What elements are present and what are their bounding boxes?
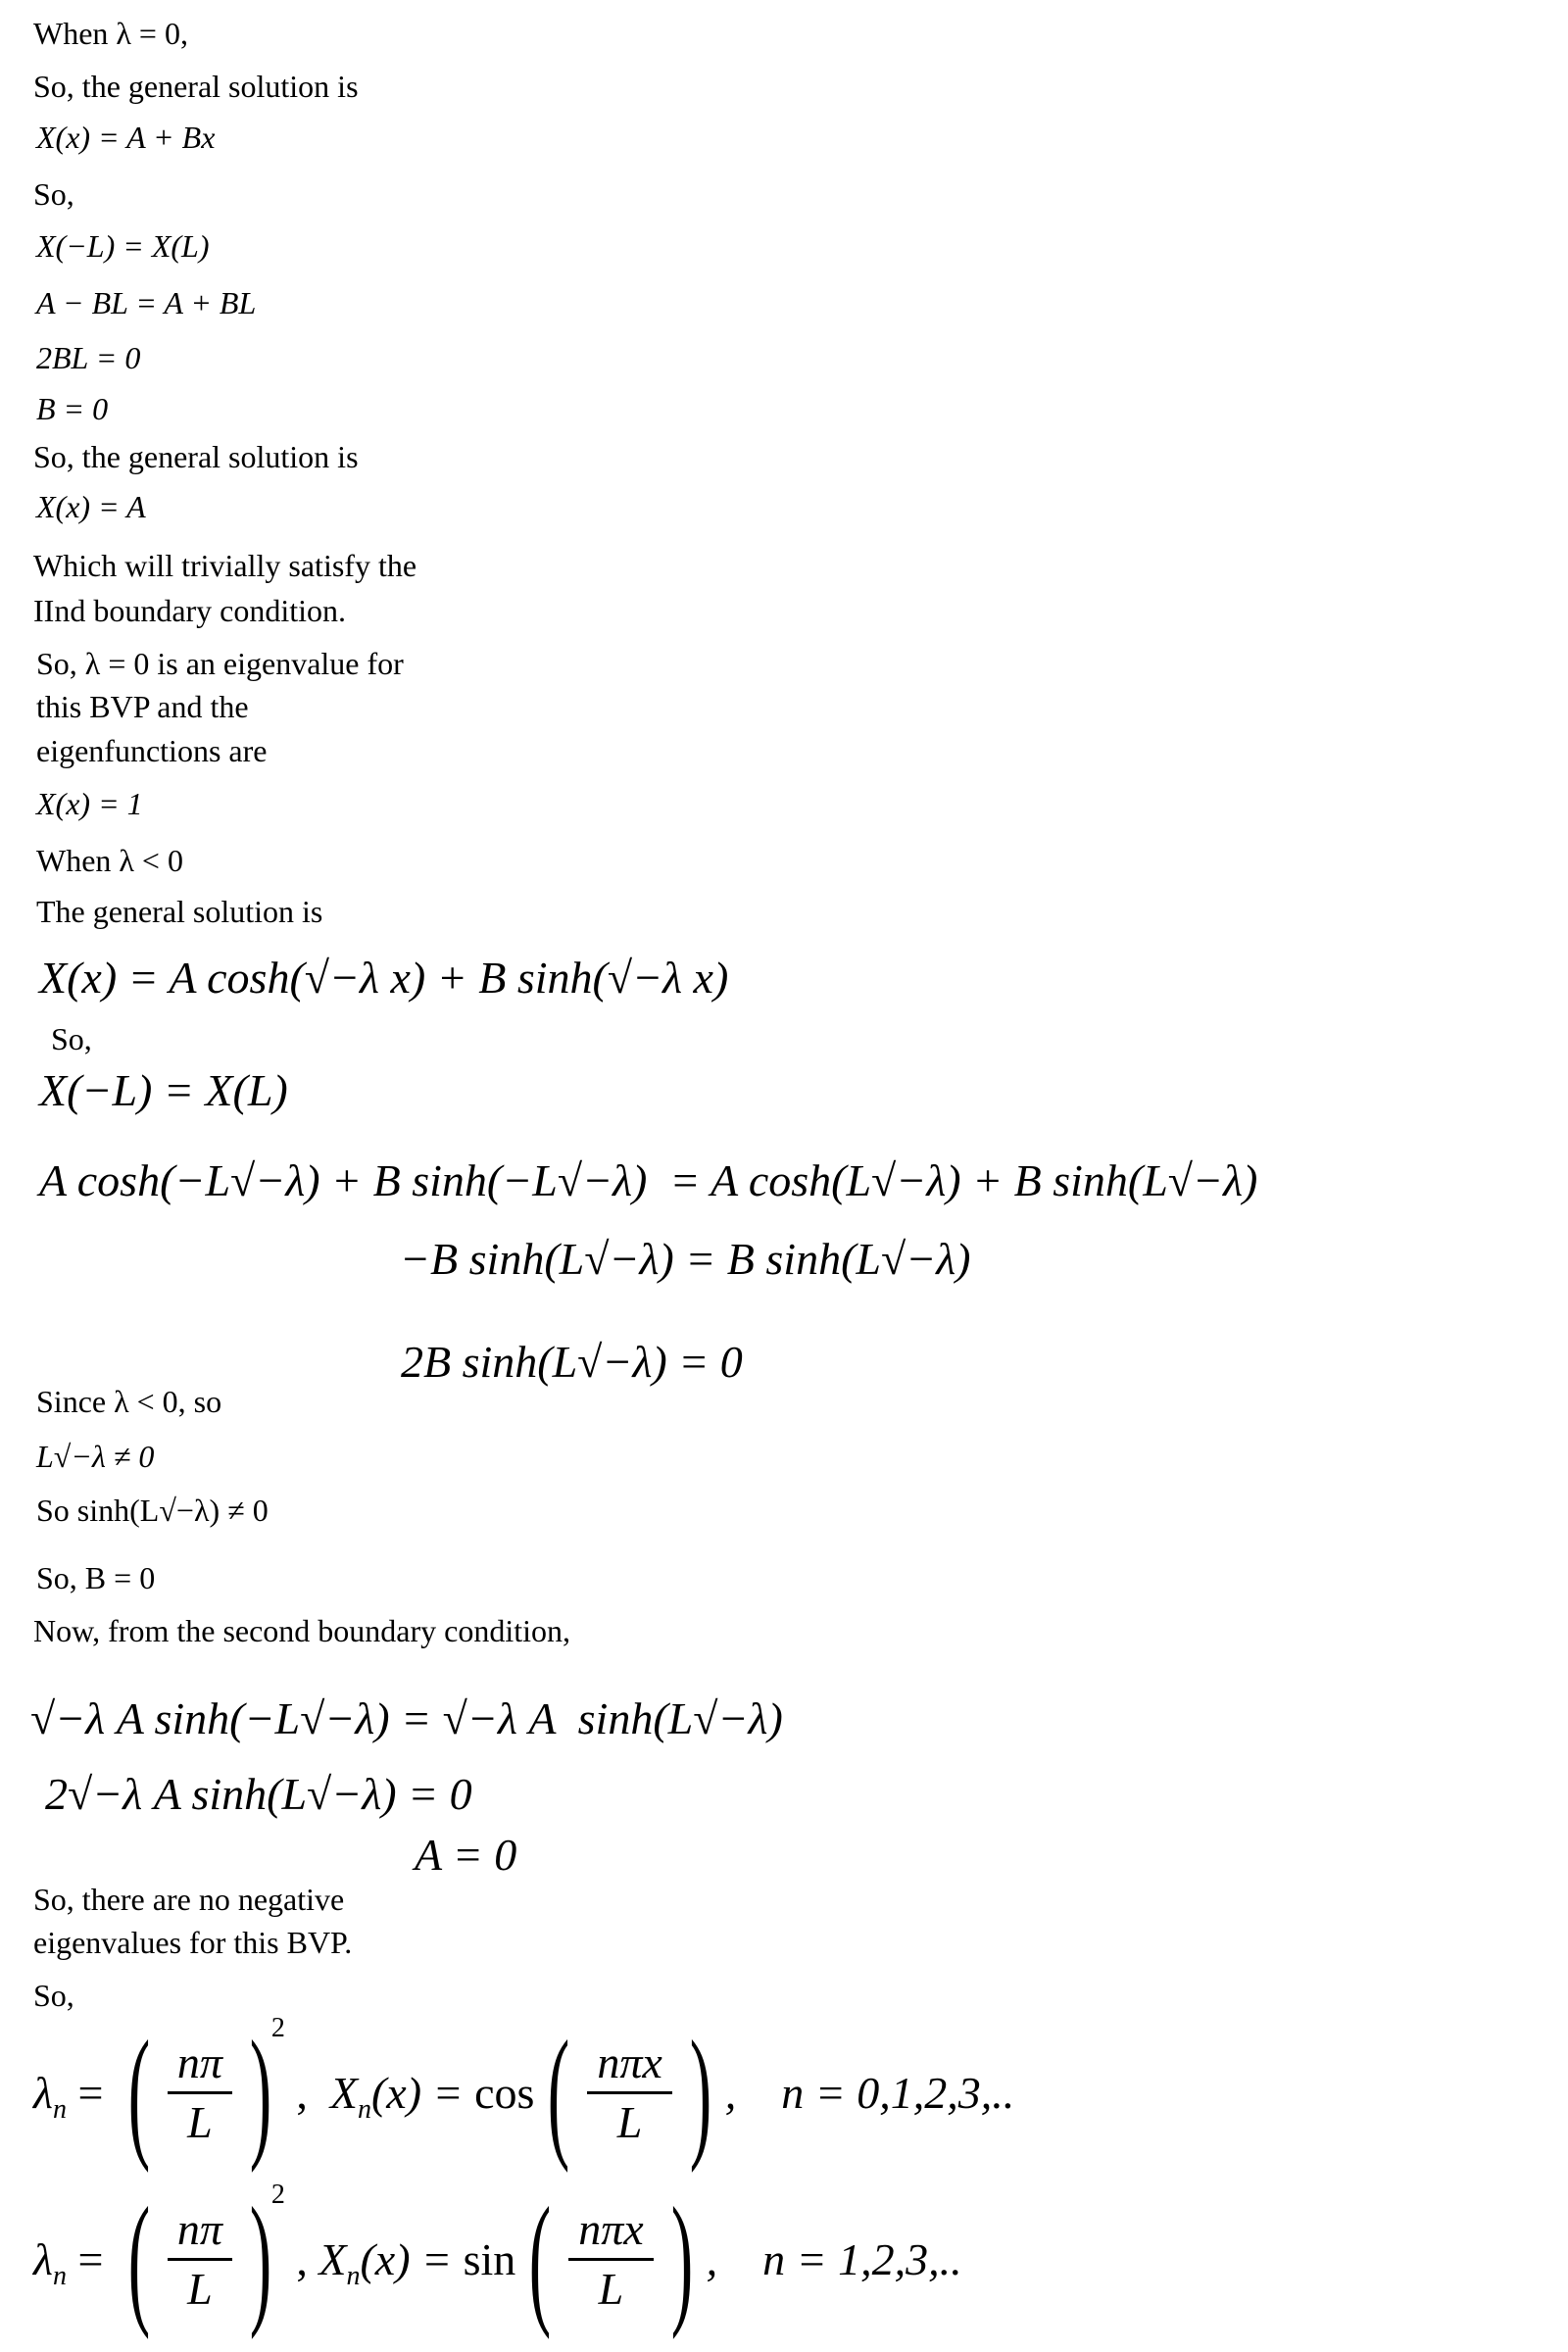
text-line: Which will trivially satisfy the bbox=[33, 548, 417, 583]
left-paren: ( bbox=[548, 2011, 570, 2174]
equation-line: −B sinh(L√−λ) = B sinh(L√−λ) bbox=[400, 1234, 971, 1284]
equation-line: A cosh(−L√−λ) + B sinh(−L√−λ) = A cosh(L√−λ) + B sinh(L√−λ) bbox=[39, 1155, 1258, 1205]
text-line: So, there are no negative bbox=[33, 1882, 345, 1917]
sine-eigen-result bbox=[33, 2178, 962, 2340]
index-range: , n = 1,2,3,.. bbox=[706, 2233, 962, 2284]
right-paren: ) bbox=[249, 2178, 272, 2340]
argument: (x) = bbox=[370, 2067, 475, 2118]
right-paren: ) bbox=[249, 2011, 272, 2174]
numerator: nπ bbox=[168, 2034, 232, 2094]
equation-line: X(−L) = X(L) bbox=[36, 228, 210, 264]
index-range: , n = 0,1,2,3,.. bbox=[724, 2067, 1015, 2118]
cosine-eigen-result bbox=[33, 2011, 1015, 2174]
equation-line: X(x) = A cosh(√−λ x) + B sinh(√−λ x) bbox=[39, 953, 729, 1003]
equation-line: X(x) = A bbox=[36, 489, 146, 524]
lambda-symbol: λ bbox=[33, 2233, 53, 2284]
text-line: So, bbox=[33, 1978, 74, 2013]
equation-line: A = 0 bbox=[415, 1830, 517, 1880]
numerator: nπx bbox=[568, 2201, 653, 2261]
left-paren: ( bbox=[528, 2178, 552, 2340]
text-line: Now, from the second boundary condition, bbox=[33, 1613, 571, 1648]
equals: = bbox=[66, 2233, 115, 2284]
left-paren: ( bbox=[127, 2011, 151, 2174]
denominator: L bbox=[187, 2263, 213, 2314]
denominator: L bbox=[616, 2096, 643, 2147]
fraction bbox=[587, 2034, 671, 2151]
left-paren: ( bbox=[127, 2178, 151, 2340]
text-line: eigenfunctions are bbox=[36, 733, 268, 768]
function-symbol: X bbox=[329, 2067, 358, 2118]
function-name: cos bbox=[474, 2067, 535, 2118]
fraction bbox=[568, 2201, 653, 2318]
numerator: nπ bbox=[168, 2201, 232, 2261]
text-line: So, the general solution is bbox=[33, 69, 359, 104]
subscript: n bbox=[52, 2261, 67, 2291]
text-line: When λ = 0, bbox=[33, 16, 188, 51]
separator: , bbox=[284, 2233, 319, 2284]
subscript: n bbox=[357, 2094, 371, 2125]
text-line: So sinh(L√−λ) ≠ 0 bbox=[36, 1493, 269, 1528]
text-line: So, the general solution is bbox=[33, 439, 359, 474]
equation-line: 2√−λ A sinh(L√−λ) = 0 bbox=[45, 1769, 472, 1819]
equation-line: X(x) = 1 bbox=[36, 786, 143, 821]
fraction bbox=[168, 2201, 232, 2318]
exponent: 2 bbox=[270, 2013, 285, 2043]
lambda-symbol: λ bbox=[33, 2067, 53, 2118]
text-line: eigenvalues for this BVP. bbox=[33, 1925, 353, 1960]
denominator: L bbox=[598, 2263, 624, 2314]
equation-line: X(−L) = X(L) bbox=[39, 1065, 288, 1115]
text-line: So, λ = 0 is an eigenvalue for bbox=[36, 646, 404, 681]
equation-line: L√−λ ≠ 0 bbox=[36, 1439, 155, 1474]
subscript: n bbox=[346, 2261, 361, 2291]
exponent: 2 bbox=[270, 2180, 285, 2210]
equation-line: 2B sinh(L√−λ) = 0 bbox=[401, 1337, 743, 1387]
fraction bbox=[168, 2034, 232, 2151]
separator: , bbox=[284, 2067, 330, 2118]
equation-line: √−λ A sinh(−L√−λ) = √−λ A sinh(L√−λ) bbox=[30, 1693, 783, 1743]
right-paren: ) bbox=[670, 2178, 693, 2340]
text-line: So, bbox=[33, 176, 74, 212]
text-line: So, bbox=[51, 1021, 92, 1056]
text-line: IInd boundary condition. bbox=[33, 593, 347, 628]
equation-line: B = 0 bbox=[36, 391, 109, 426]
numerator: nπx bbox=[587, 2034, 671, 2094]
text-line: this BVP and the bbox=[36, 689, 249, 724]
function-name: sin bbox=[463, 2233, 516, 2284]
equation-line: X(x) = A + Bx bbox=[36, 120, 216, 155]
subscript: n bbox=[52, 2094, 67, 2125]
right-paren: ) bbox=[689, 2011, 712, 2174]
text-line: The general solution is bbox=[36, 894, 323, 929]
denominator: L bbox=[187, 2096, 213, 2147]
function-symbol: X bbox=[318, 2233, 347, 2284]
text-line: When λ < 0 bbox=[36, 843, 183, 878]
equals: = bbox=[66, 2067, 115, 2118]
text-line: So, B = 0 bbox=[36, 1560, 156, 1595]
equation-line: A − BL = A + BL bbox=[36, 285, 257, 320]
equation-line: 2BL = 0 bbox=[36, 340, 141, 375]
text-line: Since λ < 0, so bbox=[36, 1384, 222, 1419]
argument: (x) = bbox=[360, 2233, 464, 2284]
